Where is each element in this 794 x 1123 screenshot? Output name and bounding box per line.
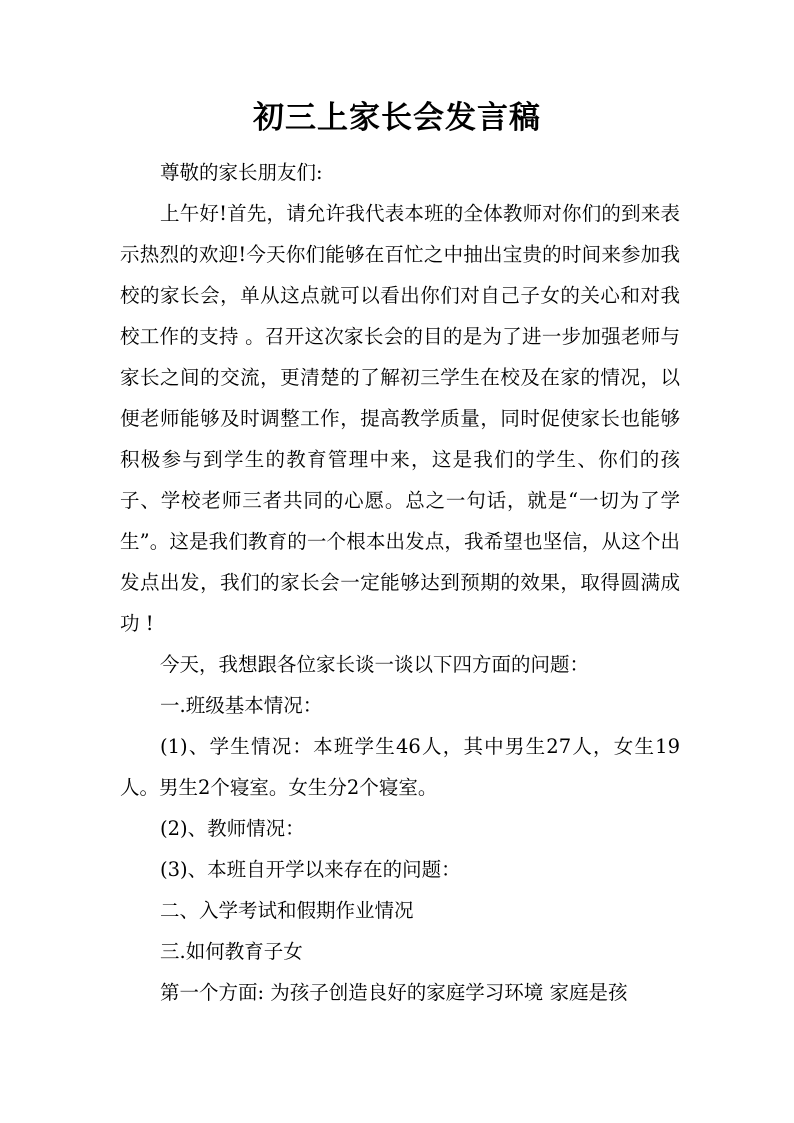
list-item-1: (1)、学生情况：本班学生46人，其中男生27人，女生19人。男生2个寝室。女生分2个寝室。 [120, 735, 680, 799]
section-heading-3: 三.如何教育子女 [160, 940, 303, 963]
page-title: 初三上家长会发言稿 [253, 100, 541, 136]
list-item-3: (3)、本班自开学以来存在的问题： [160, 858, 461, 881]
intro-paragraph: 上午好!首先，请允许我代表本班的全体教师对你们的到来表示热烈的欢迎!今天你们能够在百忙之中抽出宝贵的时间来参加我校的家长会，单从这点就可以看出你们对自己子女的关心和对我校工作的支持 。召开这次家长会的目的是为了进一步加强老师与家长之间的交流，更清楚的了解初三学生在校及在家的情况，以便老师能够及时调整工作，提高教学质量，同时促使家长也能够积极参与到学生的教育管理中来，这是我们的学生、你们的孩子、学校老师三者共同的心愿。总之一句话，就是“一切为了学生”。这是我们教育的一个根本出发点，我希望也坚信，从这个出发点出发，我们的家长会一定能够达到预期的效果，取得圆满成功 ! [120, 202, 680, 635]
list-item-2: (2)、教师情况： [160, 817, 305, 840]
aspect-paragraph-1: 第一个方面: 为孩子创造良好的家庭学习环境 家庭是孩 [160, 981, 628, 1004]
document-body [120, 152, 680, 1013]
section-heading-2: 二、入学考试和假期作业情况 [160, 899, 414, 922]
salutation: 尊敬的家长朋友们: [160, 161, 323, 184]
topics-intro: 今天，我想跟各位家长谈一谈以下四方面的问题： [160, 653, 590, 676]
section-heading-1: 一.班级基本情况： [160, 694, 323, 717]
